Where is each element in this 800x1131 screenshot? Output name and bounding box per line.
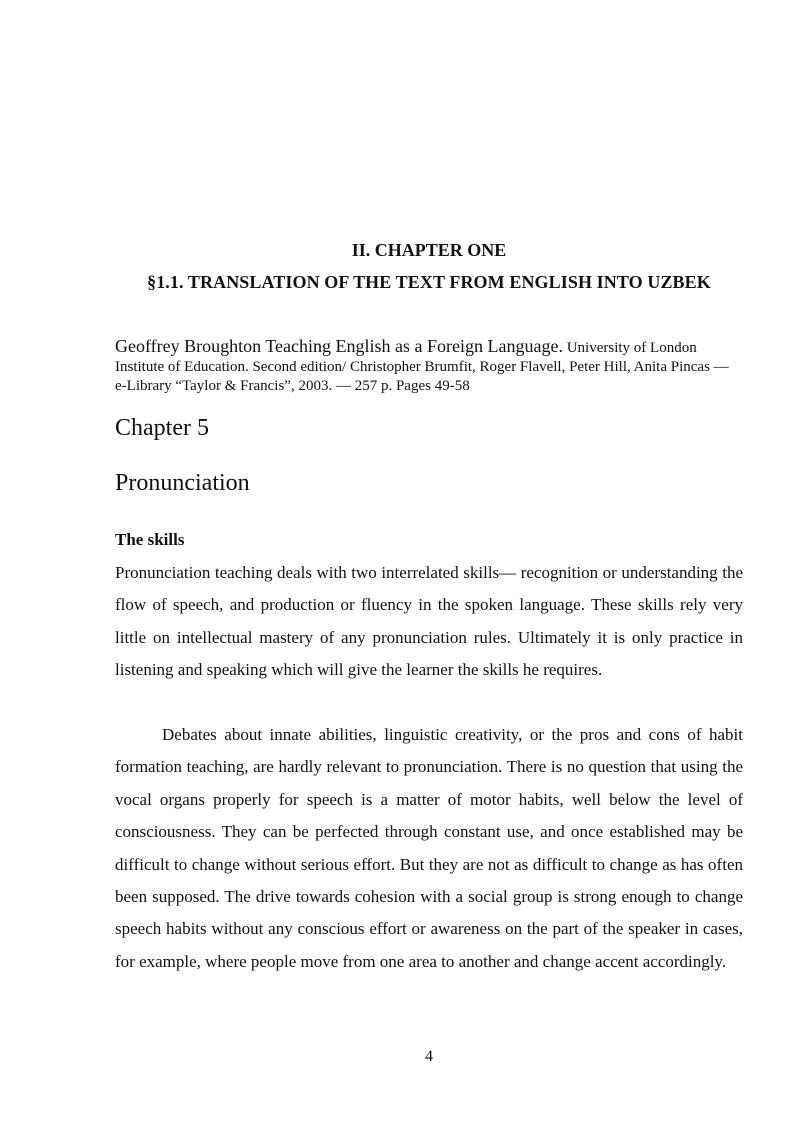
citation [115,337,743,396]
citation-title: Geoffrey Broughton Teaching English as a Foreign Language. [115,336,563,356]
citation-details: University of London Institute of Education. Second edition/ Christopher Brumfit, Roger Flavell, Peter Hill, Anita Pincas — e-Library “Taylor & Francis”, 2003. — 257 p. Pages 49-58 [115,340,729,394]
page-number: 4 [425,1048,433,1065]
chapter-heading: II. CHAPTER ONE [351,240,507,260]
chapter-title: Pronunciation [115,470,250,496]
body-paragraph: Debates about innate abilities, linguistic creativity, or the pros and cons of habit formation teaching, are hardly relevant to pronunciation. There is no question that using the vocal organs properly for speech is a matter of motor habits, well below the level of consciousness. They can be perfected through constant use, and once established may be difficult to change without serious effort. But they are not as difficult to change as has often been supposed. The drive towards cohesion with a social group is strong enough to change speech habits without any conscious effort or awareness on the part of the speaker in cases, for example, where people move from one area to another and change accent accordingly. [115,725,743,971]
document-page [115,0,743,1131]
section-heading: §1.1. TRANSLATION OF THE TEXT FROM ENGLISH INTO UZBEK [147,272,711,292]
body-paragraph: Pronunciation teaching deals with two interrelated skills— recognition or understanding the flow of speech, and production or fluency in the spoken language. These skills rely very little on intellectual mastery of any pronunciation rules. Ultimately it is only practice in listening and speaking which will give the learner the skills he requires. [115,563,743,680]
section-subheading: The skills [115,530,185,549]
chapter-number: Chapter 5 [115,415,209,441]
